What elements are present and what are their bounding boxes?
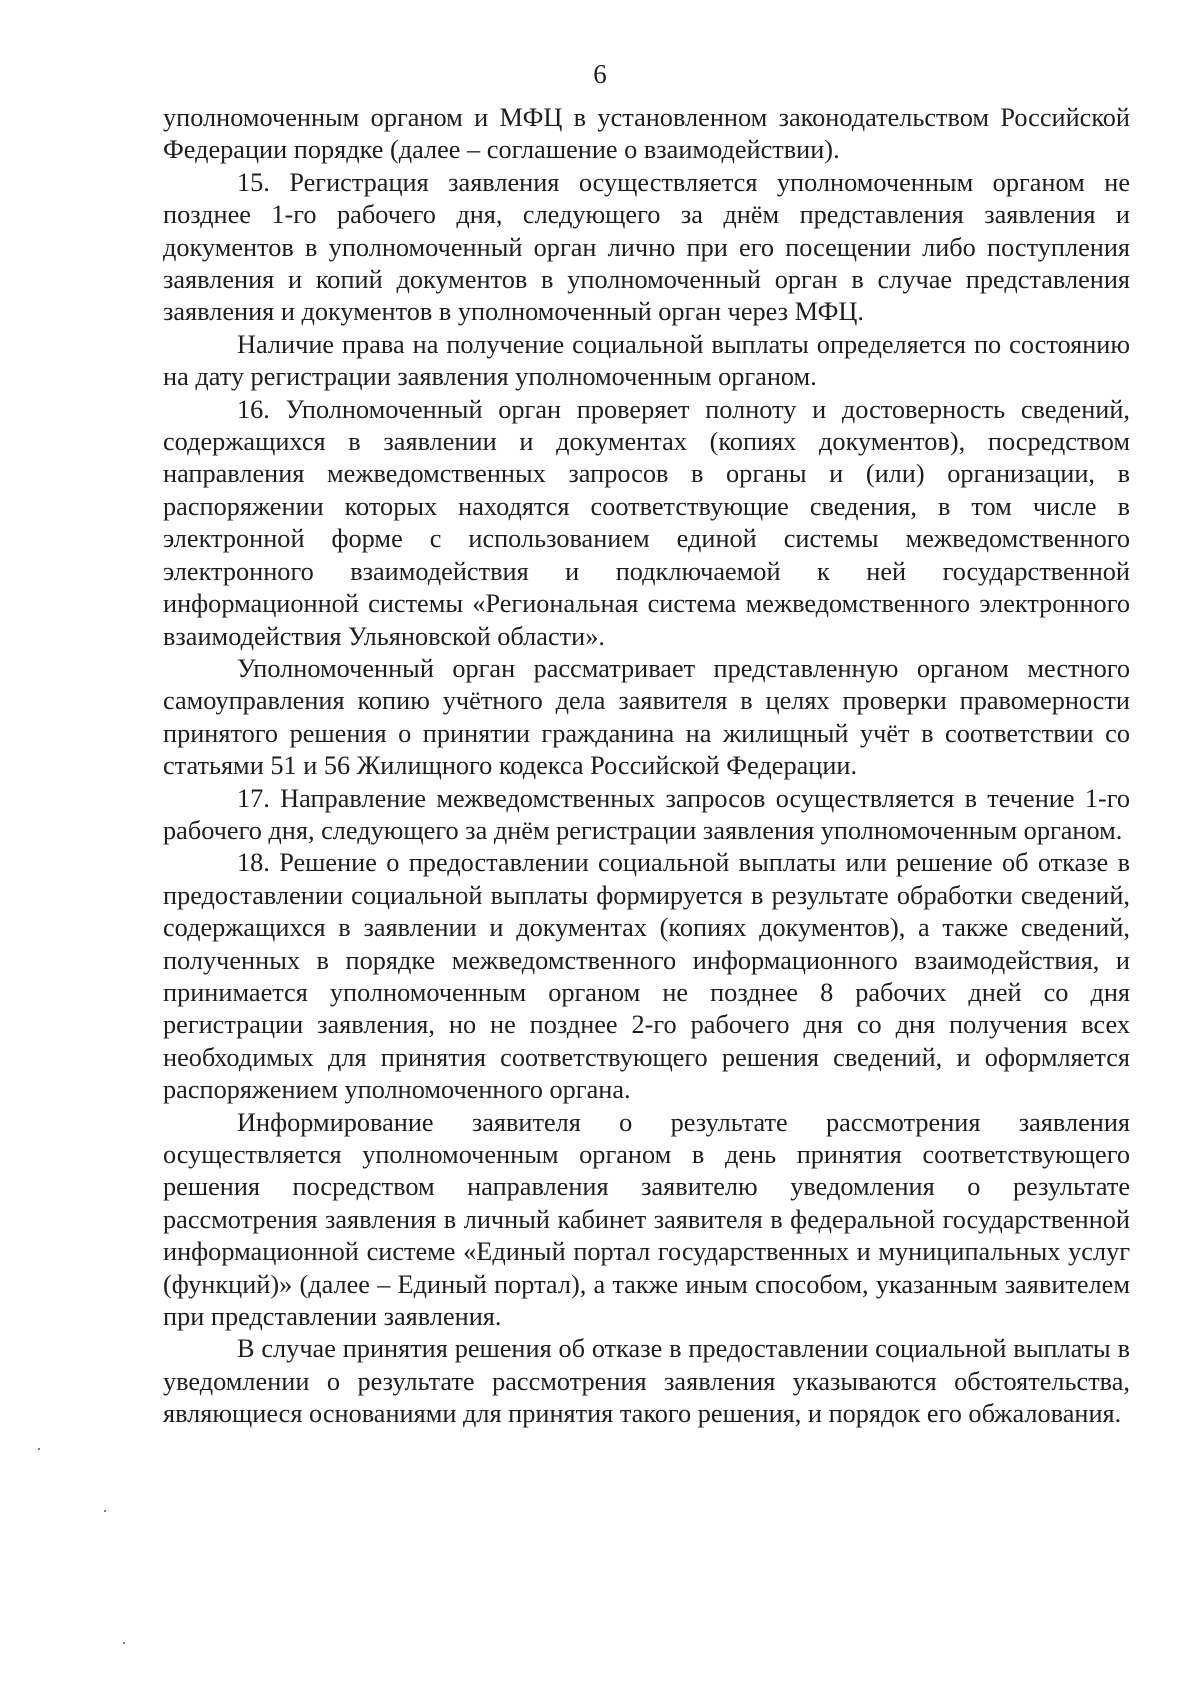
paragraph-refusal: В случае принятия решения об отказе в предоставлении социальной выплаты в уведомлении о результате рассмотрения заявления указываются обстоятельства, являющиеся основаниями для принятия такого решения, и порядок его обжалования. xyxy=(163,1334,1130,1429)
page-number: 6 xyxy=(593,59,607,89)
paragraph-item-17: 17. Направление межведомственных запросов осуществляется в течение 1-го рабочего дня, следующего за днём регистрации заявления уполномоченным органом. xyxy=(163,783,1130,845)
paragraph-informing: Информирование заявителя о результате рассмотрения заявления осуществляется уполномоченным органом в день принятия соответствующего решения посредством направления заявителю уведомления о результате рассмотрения заявления в личный кабинет заявителя в федеральной государственной информационной системе «Единый портал государственных и муниципальных услуг (функций)» (далее – Единый портал), а также иным способом, указанным заявителем при представлении заявления. xyxy=(163,1107,1130,1332)
paragraph-item-16: 16. Уполномоченный орган проверяет полноту и достоверность сведений, содержащихся в заявлении и документах (копиях документов), посредством направления межведомственных запросов в органы и (или) организации, в распоряжении которых находятся соответствующие сведения, в том числе в электронной форме с использованием единой системы межведомственного электронного взаимодействия и подключаемой к ней государственной информационной системы «Региональная система межведомственного электронного взаимодействия Ульяновской области». xyxy=(163,394,1130,651)
paragraph-right-determination: Наличие права на получение социальной выплаты определяется по состоянию на дату регистрации заявления уполномоченным органом. xyxy=(163,329,1130,392)
paragraph-item-18: 18. Решение о предоставлении социальной выплаты или решение об отказе в предоставлении социальной выплаты формируется в результате обработки сведений, содержащихся в заявлении и документах (копиях документов), а также сведений, полученных в порядке межведомственного информационного взаимодействия, и принимается уполномоченным органом не позднее 8 рабочих дней со дня регистрации заявления, но не позднее 2-го рабочего дня со дня получения всех необходимых для принятия соответствующего решения сведений, и оформляется распоряжением уполномоченного органа. xyxy=(163,848,1130,1105)
scan-speck xyxy=(123,1642,125,1644)
paragraph-continuation: уполномоченным органом и МФЦ в установленном законодательством Российской Федерации порядке (далее – соглашение о взаимодействии). xyxy=(163,103,1130,165)
scan-speck xyxy=(38,1448,40,1450)
paragraph-item-15: 15. Регистрация заявления осуществляется уполномоченным органом не позднее 1-го рабочего дня, следующего за днём представления заявления и документов в уполномоченный орган лично при его посещении либо поступления заявления и копий документов в уполномоченный орган в случае представления заявления и документов в уполномоченный орган через МФЦ. xyxy=(163,167,1130,327)
document-body xyxy=(163,102,1130,1431)
paragraph-account-review: Уполномоченный орган рассматривает представленную органом местного самоуправления копию учётного дела заявителя в целях проверки правомерности принятого решения о принятии гражданина на жилищный учёт в соответствии со статьями 51 и 56 Жилищного кодекса Российской Федерации. xyxy=(163,653,1130,781)
scan-speck xyxy=(104,1510,106,1512)
